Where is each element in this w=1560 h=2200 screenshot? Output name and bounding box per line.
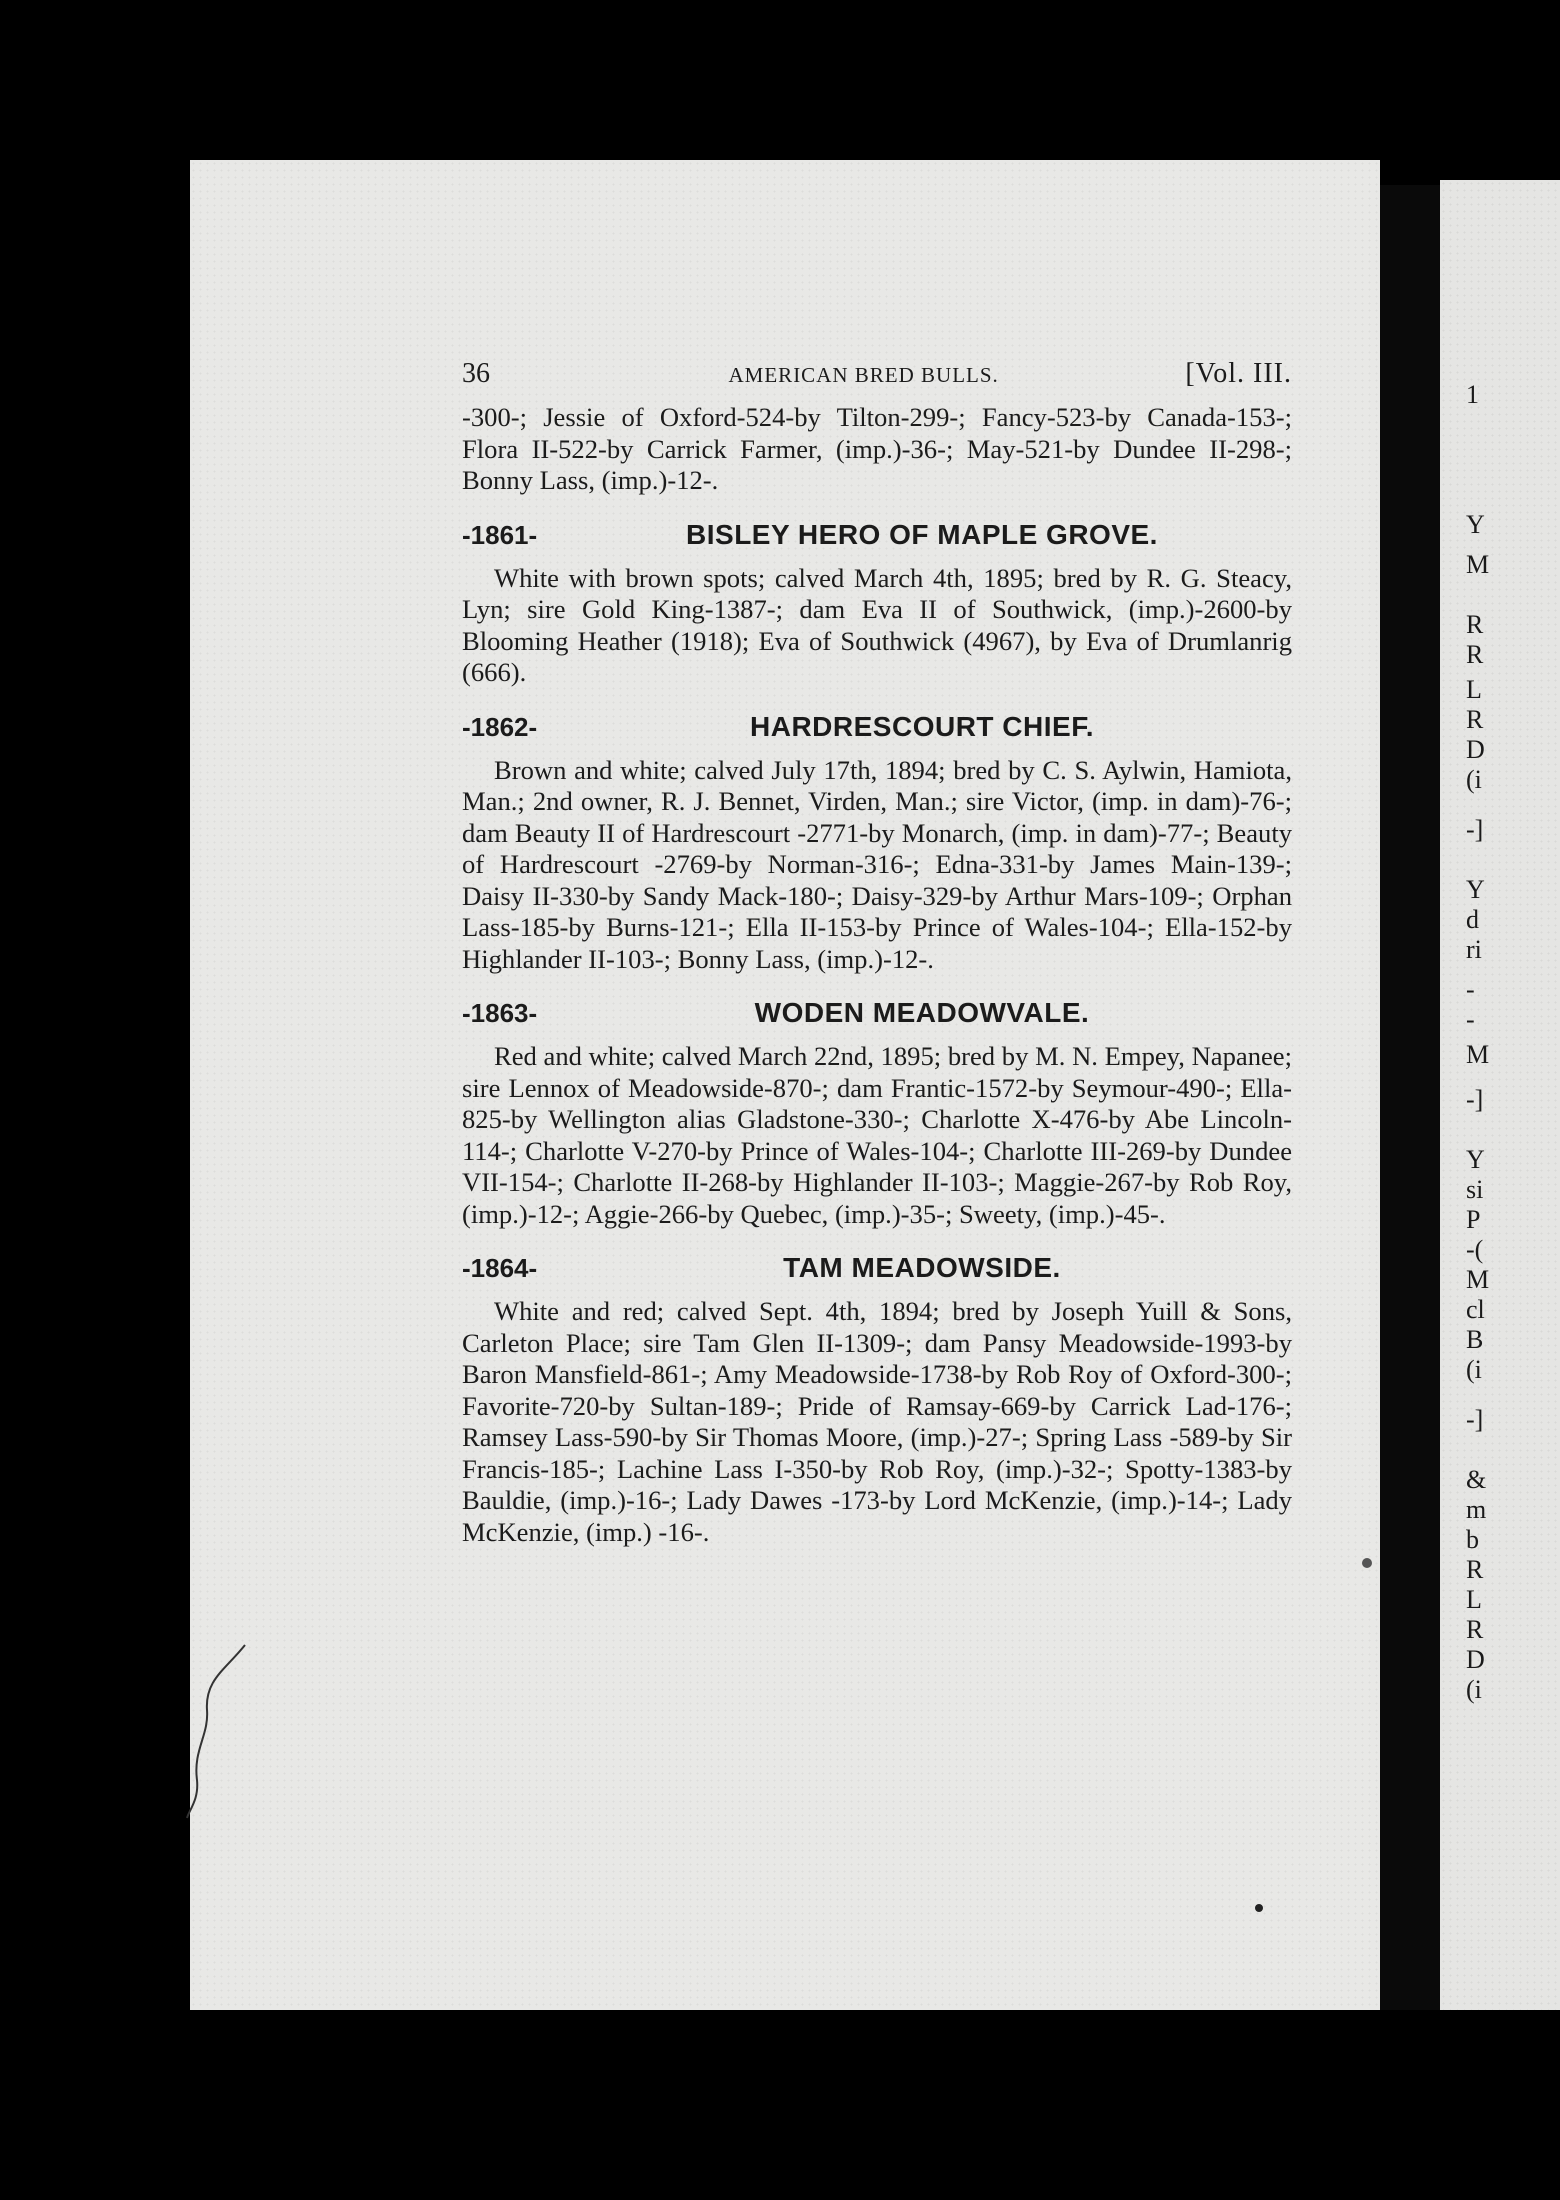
facing-page-letter: R bbox=[1466, 1615, 1484, 1644]
entry-number: -1861- bbox=[462, 519, 538, 550]
entry-heading bbox=[462, 519, 1292, 551]
facing-page-letter: L bbox=[1466, 675, 1482, 704]
facing-page-letter: L bbox=[1466, 1585, 1482, 1614]
entry-1864 bbox=[462, 1252, 1292, 1548]
facing-page-letter: M bbox=[1466, 550, 1490, 579]
continued-paragraph: -300-; Jessie of Oxford-524-by Tilton-299-; Fancy-523-by Canada-153-; Flora II-522-by Carrick Farmer, (imp.)-36-; May-521-by Dundee II-298-; Bonny Lass, (imp.)-12-. bbox=[462, 402, 1292, 495]
facing-page-letter: & bbox=[1466, 1465, 1487, 1494]
page-header bbox=[462, 358, 1292, 402]
facing-page-letter: (i bbox=[1466, 1355, 1482, 1384]
facing-page-letter: si bbox=[1466, 1175, 1484, 1204]
facing-page-letter: Y bbox=[1466, 875, 1485, 904]
entry-heading bbox=[462, 1252, 1292, 1284]
facing-page-letter: M bbox=[1466, 1265, 1490, 1294]
facing-page-letter: -] bbox=[1466, 815, 1484, 844]
facing-page-letter: m bbox=[1466, 1495, 1487, 1524]
facing-page-letter: -] bbox=[1466, 1085, 1484, 1114]
facing-page-letter: - bbox=[1466, 1005, 1475, 1034]
entry-number: -1864- bbox=[462, 1253, 538, 1283]
facing-page-letter: 1 bbox=[1466, 380, 1479, 409]
book-gutter bbox=[1380, 185, 1440, 2010]
facing-page-letter: -( bbox=[1466, 1235, 1484, 1264]
entry-number: -1863- bbox=[462, 998, 538, 1028]
facing-page-letter: d bbox=[1466, 905, 1479, 934]
entry-name: HARDRESCOURT CHIEF. bbox=[750, 710, 1094, 742]
entry-name: BISLEY HERO OF MAPLE GROVE. bbox=[686, 518, 1158, 550]
entry-name: TAM MEADOWSIDE. bbox=[783, 1252, 1061, 1283]
facing-page-letter: ri bbox=[1466, 935, 1482, 964]
facing-page-letter: D bbox=[1466, 735, 1485, 764]
facing-page-letter: R bbox=[1466, 1555, 1484, 1584]
entry-text: Red and white; calved March 22nd, 1895; bred by M. N. Empey, Napanee; sire Lennox of Meadowside-870-; dam Frantic-1572-by Seymour-490-; Ella-825-by Wellington alias Gladstone-330-; Charlotte X-476-by Abe Lincoln-114-; Charlotte V-270-by Prince of Wales-104-; Charlotte III-269-by Dundee VII-154-; Charlotte II-268-by Highlander II-103-; Maggie-267-by Rob Roy, (imp.)-12-; Aggie-266-by Quebec, (imp.)-35-; Sweety, (imp.)-45-. bbox=[462, 1041, 1292, 1229]
ink-speck bbox=[1362, 1558, 1372, 1568]
facing-page-fragment bbox=[1440, 180, 1560, 2010]
margin-scratch-mark bbox=[185, 1640, 255, 1820]
facing-page-letter: D bbox=[1466, 1645, 1485, 1674]
page-content bbox=[462, 358, 1292, 1548]
entry-1862 bbox=[462, 711, 1292, 976]
facing-page-letter: P bbox=[1466, 1205, 1481, 1234]
entry-text: Brown and white; calved July 17th, 1894; bred by C. S. Aylwin, Hamiota, Man.; 2nd owner, R. J. Bennet, Virden, Man.; sire Victor, (imp. in dam)-76-; dam Beauty II of Hardrescourt -2771-by Monarch, (imp. in dam)-77-; Beauty of Hardrescourt -2769-by Norman-316-; Edna-331-by James Main-139-; Daisy II-330-by Sandy Mack-180-; Daisy-329-by Arthur Mars-109-; Orphan Lass-185-by Burns-121-; Ella II-153-by Prince of Wales-104-; Ella-152-by Highlander II-103-; Bonny Lass, (imp.)-12-. bbox=[462, 754, 1292, 974]
facing-page-letter: -] bbox=[1466, 1405, 1484, 1434]
entry-name: WODEN MEADOWVALE. bbox=[754, 997, 1090, 1028]
ink-speck bbox=[1255, 1904, 1263, 1912]
facing-page-letter: M bbox=[1466, 1040, 1490, 1069]
facing-page-letter: Y bbox=[1466, 510, 1485, 539]
entry-number: -1862- bbox=[462, 711, 538, 742]
entry-text: White with brown spots; calved March 4th, 1895; bred by R. G. Steacy, Lyn; sire Gold King-1387-; dam Eva II of Southwick, (imp.)-2600-by Blooming Heather (1918); Eva of Southwick (4967), by Eva of Drumlanrig (666). bbox=[462, 562, 1292, 687]
facing-page-letter: R bbox=[1466, 610, 1484, 639]
entry-text: White and red; calved Sept. 4th, 1894; bred by Joseph Yuill & Sons, Carleton Place; sire Tam Glen II-1309-; dam Pansy Meadowside-1993-by Baron Mansfield-861-; Amy Meadowside-1738-by Rob Roy of Oxford-300-; Favorite-720-by Sultan-189-; Pride of Ramsay-669-by Carrick Lad-176-; Ramsey Lass-590-by Sir Thomas Moore, (imp.)-27-; Spring Lass -589-by Sir Francis-185-; Lachine Lass I-350-by Rob Roy, (imp.)-32-; Spotty-1383-by Bauldie, (imp.)-16-; Lady Dawes -173-by Lord McKenzie, (imp.)-14-; Lady McKenzie, (imp.) -16-. bbox=[462, 1296, 1292, 1547]
entry-heading bbox=[462, 711, 1292, 743]
facing-page-letter: cl bbox=[1466, 1295, 1485, 1324]
facing-page-letter: R bbox=[1466, 640, 1484, 669]
facing-page-letter: (i bbox=[1466, 1675, 1482, 1704]
facing-page-letter: b bbox=[1466, 1525, 1479, 1554]
facing-page-letter: - bbox=[1466, 975, 1475, 1004]
volume-label: [Vol. III. bbox=[1185, 358, 1292, 389]
entry-1861 bbox=[462, 519, 1292, 689]
entry-1863 bbox=[462, 997, 1292, 1230]
facing-page-letter: (i bbox=[1466, 765, 1482, 794]
facing-page-letter: Y bbox=[1466, 1145, 1485, 1174]
facing-page-letter: R bbox=[1466, 705, 1484, 734]
facing-page-letter: B bbox=[1466, 1325, 1484, 1354]
running-title: AMERICAN BRED BULLS. bbox=[728, 363, 999, 387]
page-number: 36 bbox=[462, 358, 490, 389]
entry-heading bbox=[462, 997, 1292, 1029]
